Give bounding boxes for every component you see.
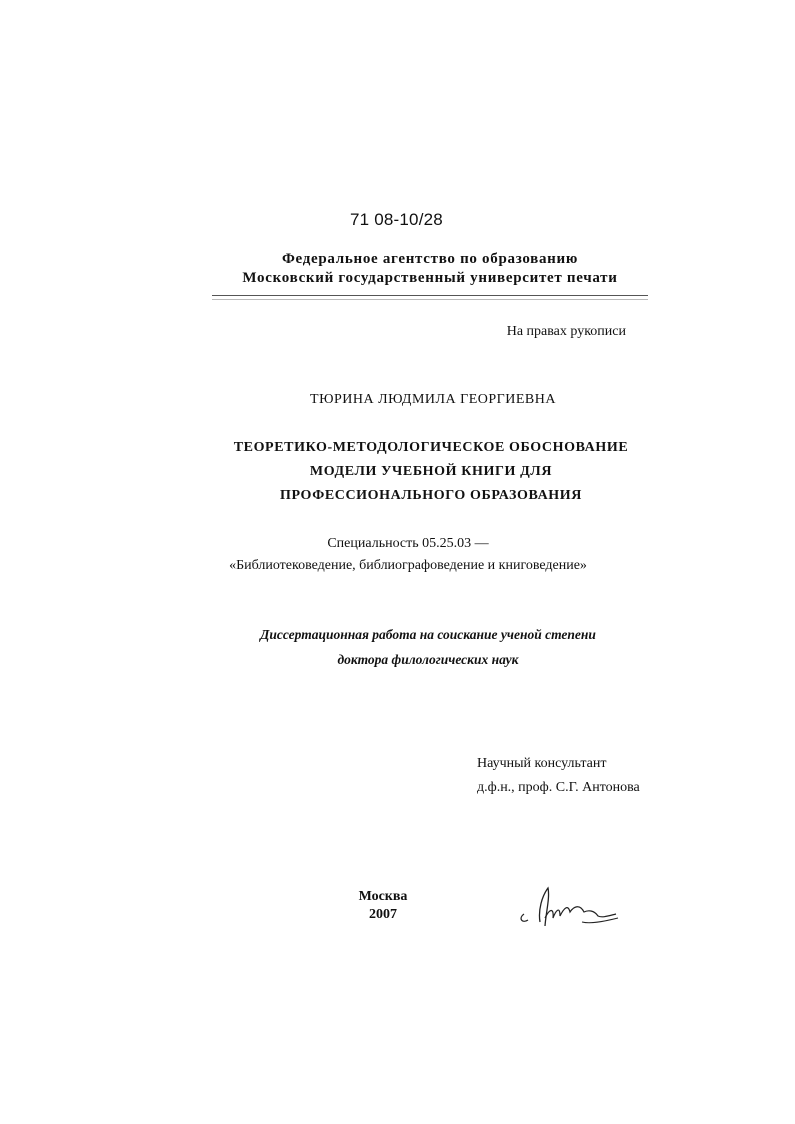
degree-line-1: Диссертационная работа на соискание ученой степени [260, 627, 596, 642]
call-number: 71 08-10/28 [350, 210, 443, 229]
specialty-block [0, 533, 795, 577]
consultant-name: д.ф.н., проф. С.Г. Антонова [477, 780, 640, 795]
scientific-consultant [477, 752, 640, 800]
agency-name: Федеральное агентство по образованию [281, 251, 579, 267]
university-name: Московский государственный университет печати [242, 270, 618, 286]
consultant-role: Научный консультант [477, 756, 607, 771]
specialty-code: Специальность 05.25.03 — [327, 536, 489, 551]
author-name: ТЮРИНА ЛЮДМИЛА ГЕОРГИЕВНА [310, 392, 556, 407]
rights-note: На правах рукописи [506, 324, 626, 339]
title-line-3: ПРОФЕССИОНАЛЬНОГО ОБРАЗОВАНИЯ [279, 488, 582, 503]
header-divider [212, 295, 648, 296]
place-and-year [343, 888, 423, 924]
degree-statement [0, 622, 795, 672]
thesis-title [0, 436, 795, 508]
title-line-2: МОДЕЛИ УЧЕБНОЙ КНИГИ ДЛЯ [309, 464, 553, 479]
title-line-1: ТЕОРЕТИКО-МЕТОДОЛОГИЧЕСКОЕ ОБОСНОВАНИЕ [233, 440, 629, 455]
institution-header [0, 250, 795, 288]
year: 2007 [369, 907, 397, 922]
header-divider-shadow [212, 299, 648, 300]
city: Москва [358, 889, 408, 904]
degree-line-2: доктора филологических наук [337, 652, 519, 667]
specialty-name: «Библиотековедение, библиографоведение и книговедение» [229, 558, 587, 573]
handwritten-signature [512, 882, 622, 932]
